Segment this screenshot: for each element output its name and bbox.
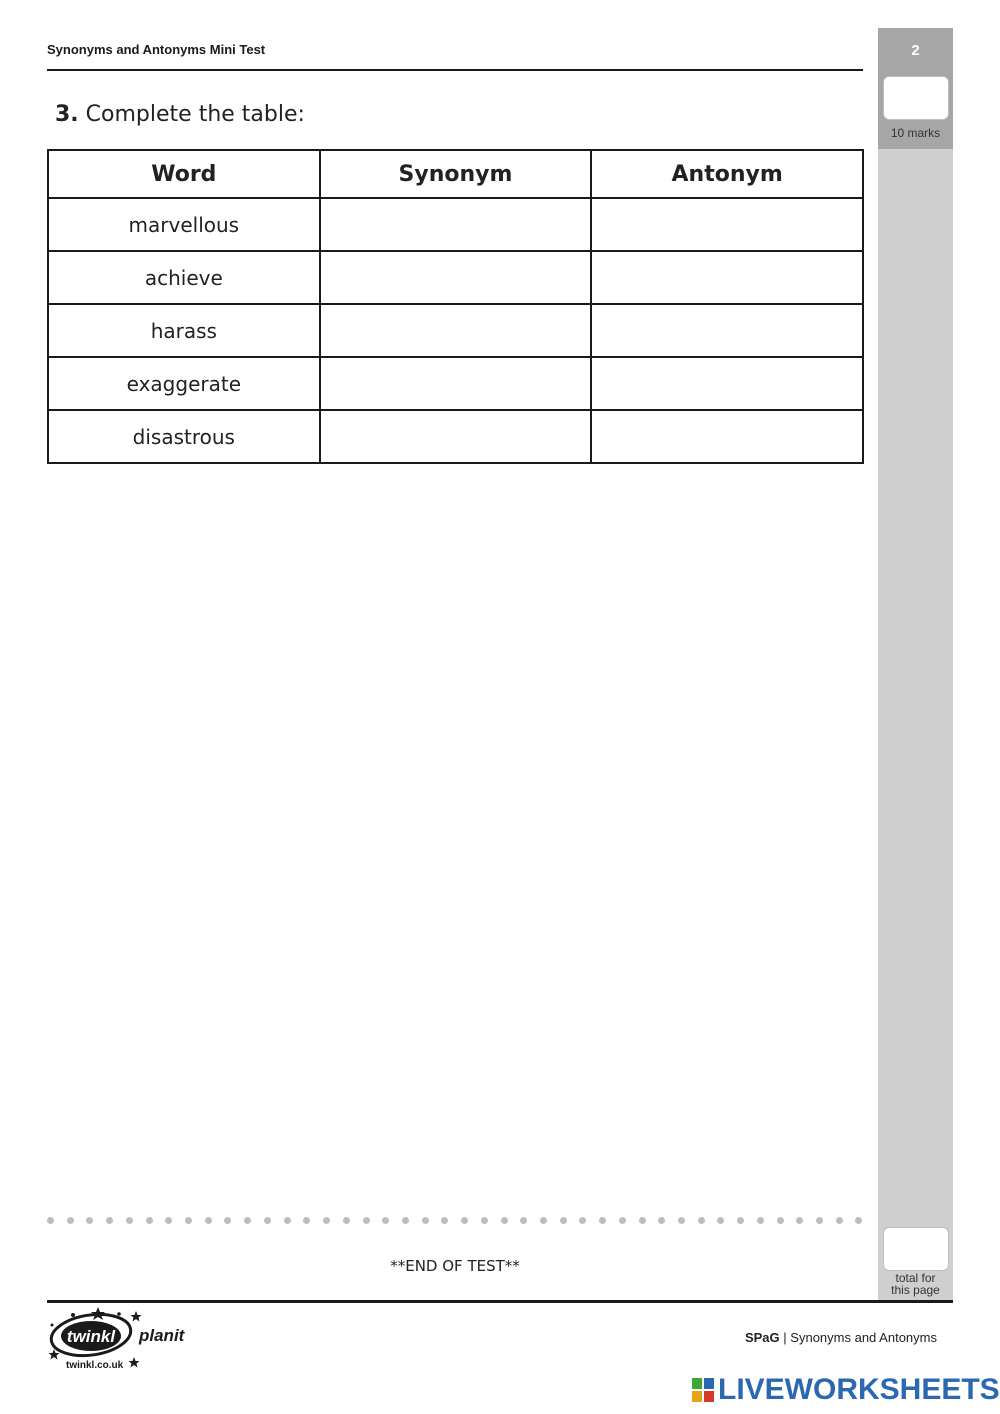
header-divider bbox=[47, 69, 863, 71]
marks-margin-header bbox=[878, 28, 953, 149]
page-total-box[interactable] bbox=[883, 1227, 949, 1271]
table-header-row bbox=[48, 150, 863, 198]
word-cell: marvellous bbox=[48, 198, 320, 251]
table-row bbox=[48, 304, 863, 357]
table-row bbox=[48, 251, 863, 304]
question-number: 3. bbox=[55, 102, 79, 127]
question-marks-box[interactable] bbox=[883, 76, 949, 120]
logo-wordmark: twinkl bbox=[66, 1327, 116, 1346]
synonym-answer-cell[interactable] bbox=[320, 251, 592, 304]
footer-separator: | bbox=[783, 1330, 787, 1345]
column-header-antonym: Antonym bbox=[591, 150, 863, 198]
table-row bbox=[48, 410, 863, 463]
synonym-answer-cell[interactable] bbox=[320, 357, 592, 410]
table-row bbox=[48, 357, 863, 410]
footer-divider bbox=[47, 1300, 953, 1303]
synonym-antonym-table bbox=[47, 149, 864, 464]
footer-subject: SPaG bbox=[744, 1330, 780, 1345]
question-text: Complete the table: bbox=[85, 102, 305, 127]
question-prompt bbox=[55, 102, 305, 127]
logo-url: twinkl.co.uk bbox=[66, 1360, 124, 1371]
liveworksheets-brand bbox=[692, 1373, 1000, 1407]
synonym-answer-cell[interactable] bbox=[320, 304, 592, 357]
question-marks-label: 10 marks bbox=[890, 126, 941, 140]
footer-subject-topic bbox=[745, 1330, 937, 1345]
antonym-answer-cell[interactable] bbox=[591, 198, 863, 251]
dotted-separator bbox=[47, 1217, 863, 1225]
synonym-answer-cell[interactable] bbox=[320, 410, 592, 463]
page-header-title: Synonyms and Antonyms Mini Test bbox=[47, 42, 266, 57]
twinkl-planit-logo bbox=[46, 1305, 206, 1373]
word-cell: harass bbox=[48, 304, 320, 357]
marks-margin-column bbox=[878, 28, 953, 1302]
column-header-synonym: Synonym bbox=[320, 150, 592, 198]
footer-topic: Synonyms and Antonyms bbox=[790, 1330, 937, 1345]
antonym-answer-cell[interactable] bbox=[591, 304, 863, 357]
synonym-answer-cell[interactable] bbox=[320, 198, 592, 251]
page-total-label-line1: total for bbox=[895, 1271, 936, 1285]
word-cell: achieve bbox=[48, 251, 320, 304]
antonym-answer-cell[interactable] bbox=[591, 251, 863, 304]
page-number: 2 bbox=[911, 42, 920, 59]
antonym-answer-cell[interactable] bbox=[591, 410, 863, 463]
page-total-label-line2: this page bbox=[891, 1283, 940, 1297]
table-row bbox=[48, 198, 863, 251]
word-cell: disastrous bbox=[48, 410, 320, 463]
column-header-word: Word bbox=[48, 150, 320, 198]
end-of-test-text: **END OF TEST** bbox=[390, 1257, 520, 1275]
liveworksheets-wordmark: LIVEWORKSHEETS bbox=[718, 1373, 1000, 1406]
word-cell: exaggerate bbox=[48, 357, 320, 410]
antonym-answer-cell[interactable] bbox=[591, 357, 863, 410]
liveworksheets-icon bbox=[692, 1378, 714, 1402]
logo-suffix: planit bbox=[139, 1326, 185, 1345]
